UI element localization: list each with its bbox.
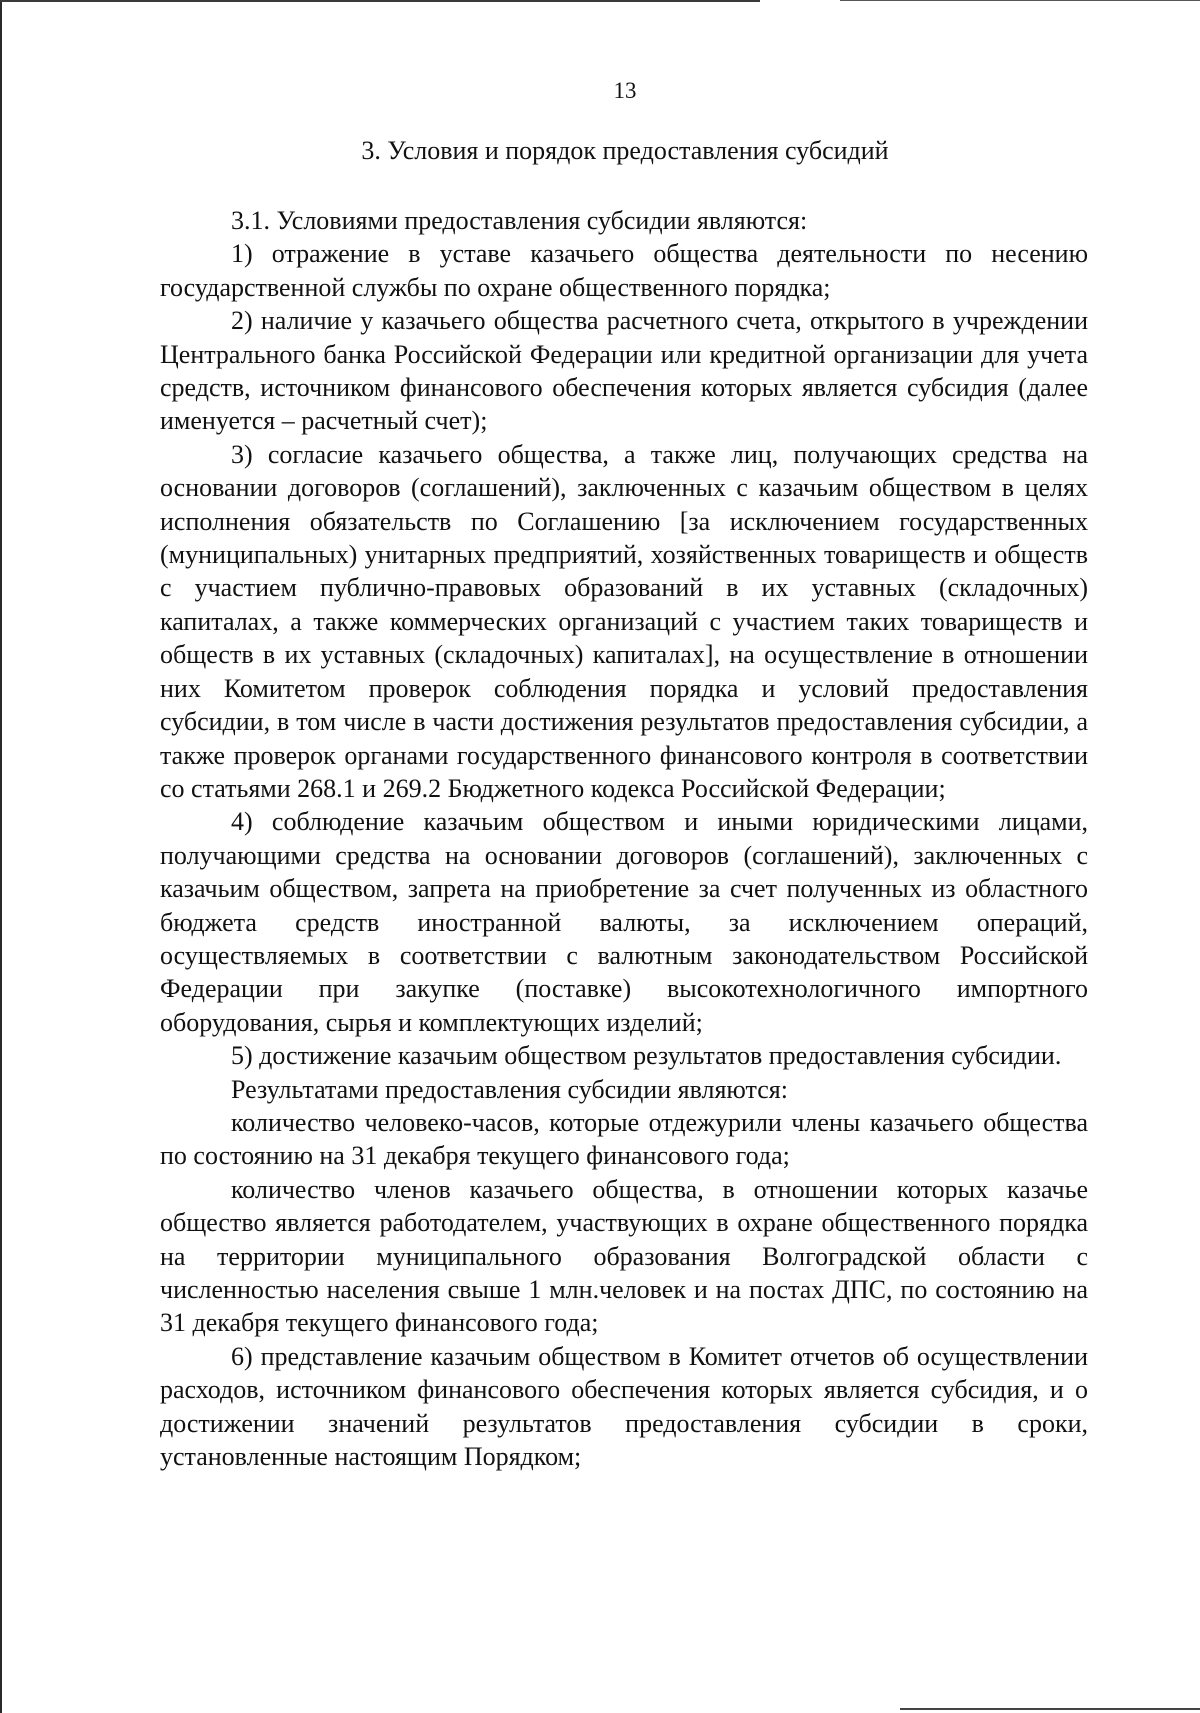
scan-edge-bottom xyxy=(900,1708,1200,1710)
body-text xyxy=(160,204,1088,1473)
paragraph-condition-4: 4) соблюдение казачьим обществом и иными юридическими лицами, получающими средства на основании договоров (соглашений), заключенных с казачьим обществом, запрета на приобретение за счет полученных из областного бюджета средств иностранной валюты, за исключением операций, осуществляемых в соответствии с валютным законодательством Российской Федерации при закупке (поставке) высокотехнологичного импортного оборудования, сырья и комплектующих изделий; xyxy=(160,807,1088,1037)
paragraph-condition-5: 5) достижение казачьим обществом результатов предоставления субсидии. xyxy=(231,1041,1062,1071)
page-number: 13 xyxy=(613,78,637,103)
paragraph-result-hours: количество человеко-часов, которые отдежурили члены казачьего общества по состоянию на 31 декабря текущего финансового года; xyxy=(160,1107,1088,1171)
scan-edge-left xyxy=(0,0,2,1713)
paragraph-condition-1: 1) отражение в уставе казачьего общества деятельности по несению государственной службы по охране общественного порядка; xyxy=(160,239,1088,302)
paragraph-condition-2: 2) наличие у казачьего общества расчетного счета, открытого в учреждении Центрального банка Российской Федерации или кредитной организации для учета средств, источником финансового обеспечения которых является субсидия (далее именуется – расчетный счет); xyxy=(160,306,1088,436)
paragraph-3-1-intro: 3.1. Условиями предоставления субсидии являются: xyxy=(231,206,808,235)
section-title: 3. Условия и порядок предоставления субсидий xyxy=(361,136,889,165)
paragraph-condition-6: 6) представление казачьим обществом в Комитет отчетов об осуществлении расходов, источником финансового обеспечения которых является субсидия, и о достижении значений результатов предоставления субсидии в сроки, установленные настоящим Порядком; xyxy=(160,1341,1088,1472)
paragraph-result-members: количество членов казачьего общества, в отношении которых казачье общество является работодателем, участвующих в охране общественного порядка на территории муниципального образования Волгоградской области с численностью населения свыше 1 млн.человек и на постах ДПС, по состоянию на 31 декабря текущего финансового года; xyxy=(160,1174,1088,1338)
scan-edge-top xyxy=(0,0,760,2)
paragraph-condition-3: 3) согласие казачьего общества, а также лиц, получающих средства на основании договоров (соглашений), заключенных с казачьим обществом в целях исполнения обязательств по Соглашению [за исключением государственных (муниципальных) унитарных предприятий, хозяйственных товариществ и обществ с участием публично-правовых образований в их уставных (складочных) капиталах, а также коммерческих организаций с участием таких товариществ и обществ в их уставных (складочных) капиталах], на осуществление в отношении них Комитетом проверок соблюдения порядка и условий предоставления субсидии, в том числе в части достижения результатов предоставления субсидии, а также проверок органами государственного финансового контроля в соответствии со статьями 268.1 и 269.2 Бюджетного кодекса Российской Федерации; xyxy=(160,439,1088,803)
paragraph-results-intro: Результатами предоставления субсидии являются: xyxy=(231,1074,788,1104)
scan-edge-top-right xyxy=(840,0,1200,1)
